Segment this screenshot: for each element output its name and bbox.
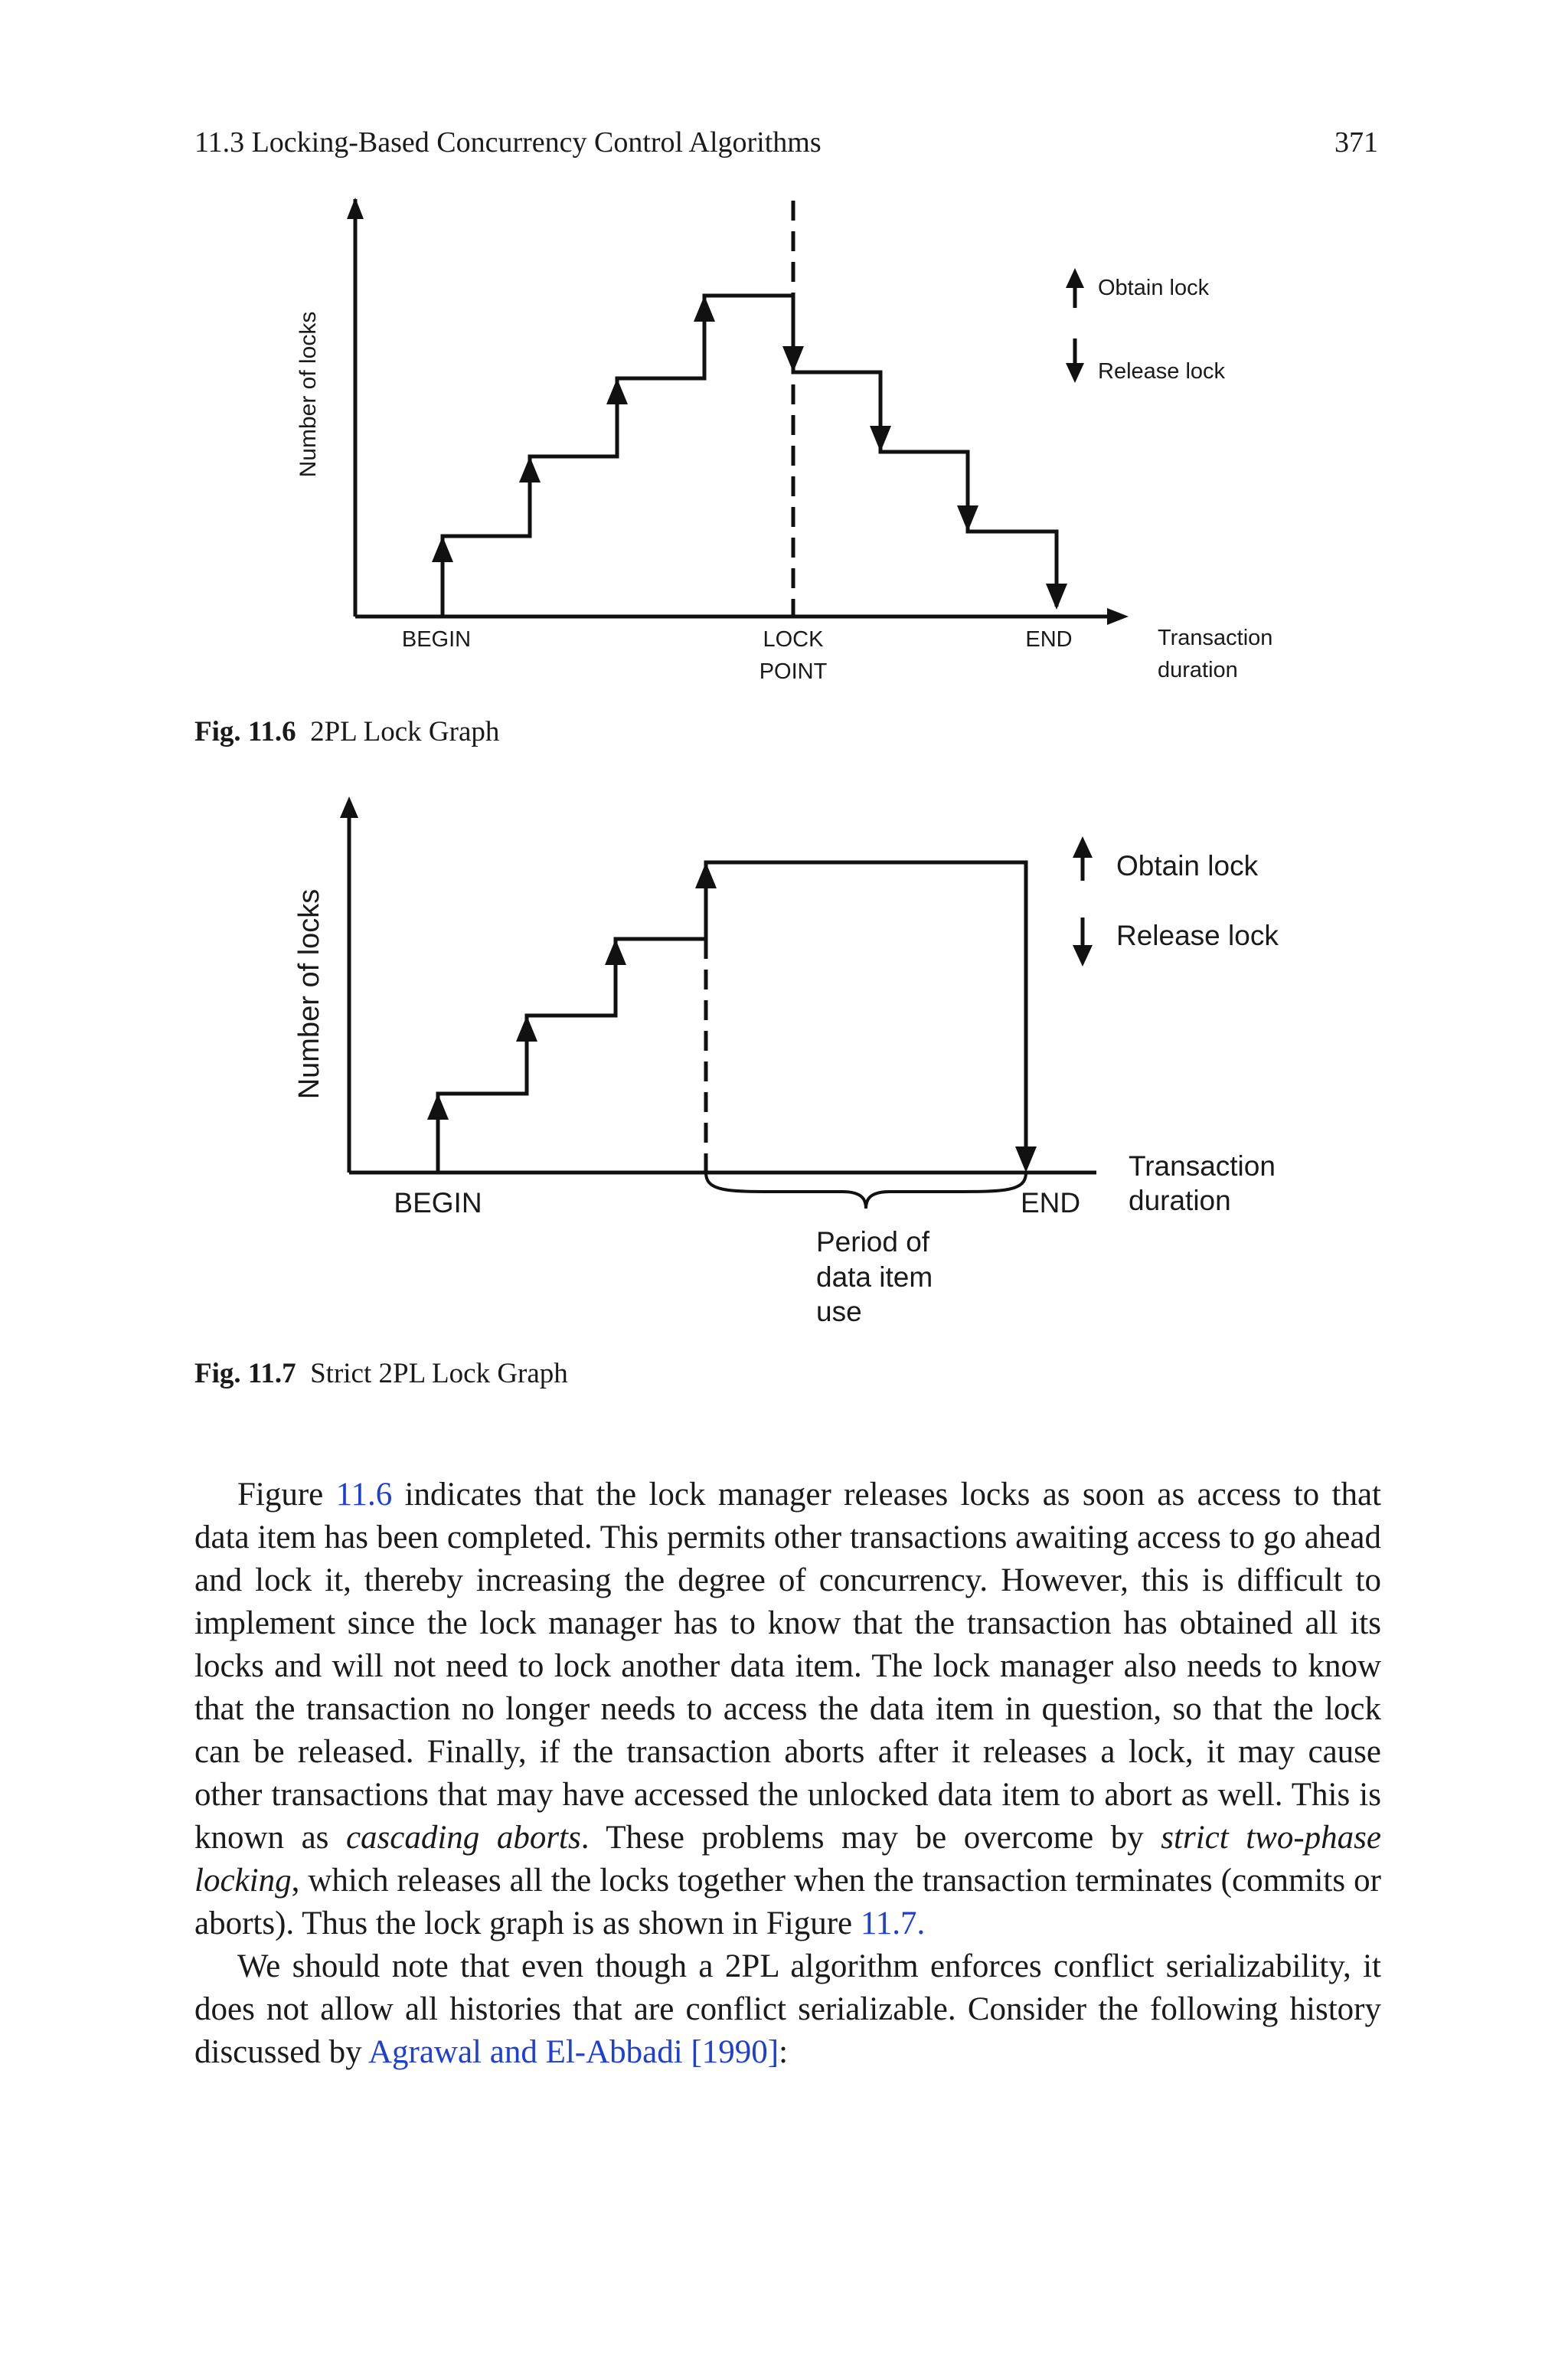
- obtain-lock-arrow: [516, 1016, 537, 1042]
- citation-link[interactable]: Agrawal and El-Abbadi [1990]: [368, 2034, 779, 2070]
- figure-2pl-labels: [296, 276, 1272, 684]
- y-axis-arrowhead: [347, 198, 364, 219]
- x-axis-arrowhead: [1107, 608, 1129, 625]
- figure-strict-2pl-labels: [293, 850, 1279, 1327]
- paragraph: [194, 1945, 1381, 2074]
- period-label-2: data item: [816, 1261, 933, 1293]
- legend-release-arrow-icon: [1066, 363, 1084, 383]
- caption-text: 2PL Lock Graph: [310, 716, 500, 747]
- x-axis-label-2: duration: [1129, 1185, 1231, 1216]
- y-axis-label: Number of locks: [296, 311, 321, 478]
- text-run: We should note that even though a 2PL algorithm enforces conflict serializability, it does not allow all histories that are conflict serializable. Consider the following history discussed by: [194, 1948, 1381, 2070]
- obtain-lock-arrow: [695, 862, 717, 888]
- obtain-lock-arrow: [694, 296, 715, 322]
- x-axis-label-1: Transaction: [1129, 1150, 1276, 1182]
- text-run: , which releases all the locks together when the transaction terminates (commits or aborts). Thus the lock graph is as shown in Figure: [194, 1863, 1381, 1941]
- lock-point-label-2: POINT: [759, 659, 828, 684]
- period-label-1: Period of: [816, 1226, 930, 1258]
- figure-2pl-lock-graph: [347, 198, 1129, 625]
- legend-obtain-label: Obtain lock: [1116, 850, 1259, 882]
- text-run: :: [779, 2034, 789, 2070]
- legend-obtain-arrow-icon: [1073, 836, 1093, 858]
- lock-point-label-1: LOCK: [763, 627, 824, 652]
- release-lock-arrow: [957, 505, 978, 532]
- page-number: 371: [1334, 126, 1378, 159]
- figure-caption-11-6: [194, 715, 499, 748]
- legend-obtain-arrow-icon: [1066, 268, 1084, 288]
- release-lock-arrow: [782, 346, 804, 372]
- figure-reference-link[interactable]: 11.6: [335, 1477, 393, 1513]
- emphasis: strict two-phase locking: [194, 1820, 1381, 1899]
- obtain-lock-arrow: [606, 378, 628, 404]
- obtain-lock-arrow: [519, 456, 541, 482]
- caption-text: Strict 2PL Lock Graph: [310, 1358, 568, 1389]
- end-label: END: [1025, 627, 1073, 652]
- obtain-lock-arrow: [605, 939, 626, 965]
- y-axis-arrowhead: [340, 796, 358, 818]
- running-header-title: 11.3 Locking-Based Concurrency Control Algorithms: [194, 126, 822, 159]
- period-label-3: use: [816, 1296, 862, 1327]
- period-brace: [706, 1173, 1026, 1209]
- shrinking-phase-steps: [793, 296, 1057, 607]
- emphasis: cascading aborts: [345, 1820, 581, 1856]
- caption-number: Fig. 11.7: [194, 1358, 296, 1389]
- text-run: . These problems may be overcome by: [580, 1820, 1161, 1856]
- obtain-lock-arrow: [427, 1094, 449, 1120]
- x-axis-label-2: duration: [1158, 658, 1238, 682]
- figure-strict-2pl-lock-graph: [340, 796, 1096, 1209]
- body-text: [194, 1474, 1381, 2074]
- growing-phase-steps: [443, 296, 793, 617]
- figure-reference-link[interactable]: 11.7.: [860, 1905, 926, 1941]
- text-run: Figure: [237, 1477, 336, 1513]
- caption-number: Fig. 11.6: [194, 716, 296, 747]
- paragraph: [194, 1474, 1381, 1945]
- obtain-lock-arrow: [432, 536, 453, 562]
- y-axis-label: Number of locks: [293, 888, 325, 1100]
- begin-label: BEGIN: [394, 1187, 482, 1218]
- text-run: indicates that the lock manager releases locks as soon as access to that data item has been completed. This permits other transactions awaiting access to go ahead and lock it, thereby increasing the degree of concurrency. However, this is difficult to implement since the lock manager has to know that the transaction has obtained all its locks and will not need to lock another data item. The lock manager also needs to know that the transaction no longer needs to access the data item in question, so that the lock can be released. Finally, if the transaction aborts after it releases a lock, it may cause other transactions that may have accessed the unlocked data item to abort as well. This is known as: [194, 1477, 1381, 1856]
- legend-release-arrow-icon: [1073, 945, 1093, 967]
- figure-caption-11-7: [194, 1357, 568, 1390]
- legend-release-label: Release lock: [1116, 920, 1279, 951]
- end-label: END: [1020, 1187, 1081, 1218]
- release-lock-arrow: [870, 426, 891, 452]
- release-lock-arrow: [1015, 1146, 1037, 1173]
- x-axis-label-1: Transaction: [1158, 626, 1273, 650]
- release-lock-arrow: [1046, 584, 1067, 610]
- legend-obtain-label: Obtain lock: [1098, 276, 1210, 300]
- begin-label: BEGIN: [401, 627, 472, 652]
- legend-release-label: Release lock: [1098, 359, 1226, 384]
